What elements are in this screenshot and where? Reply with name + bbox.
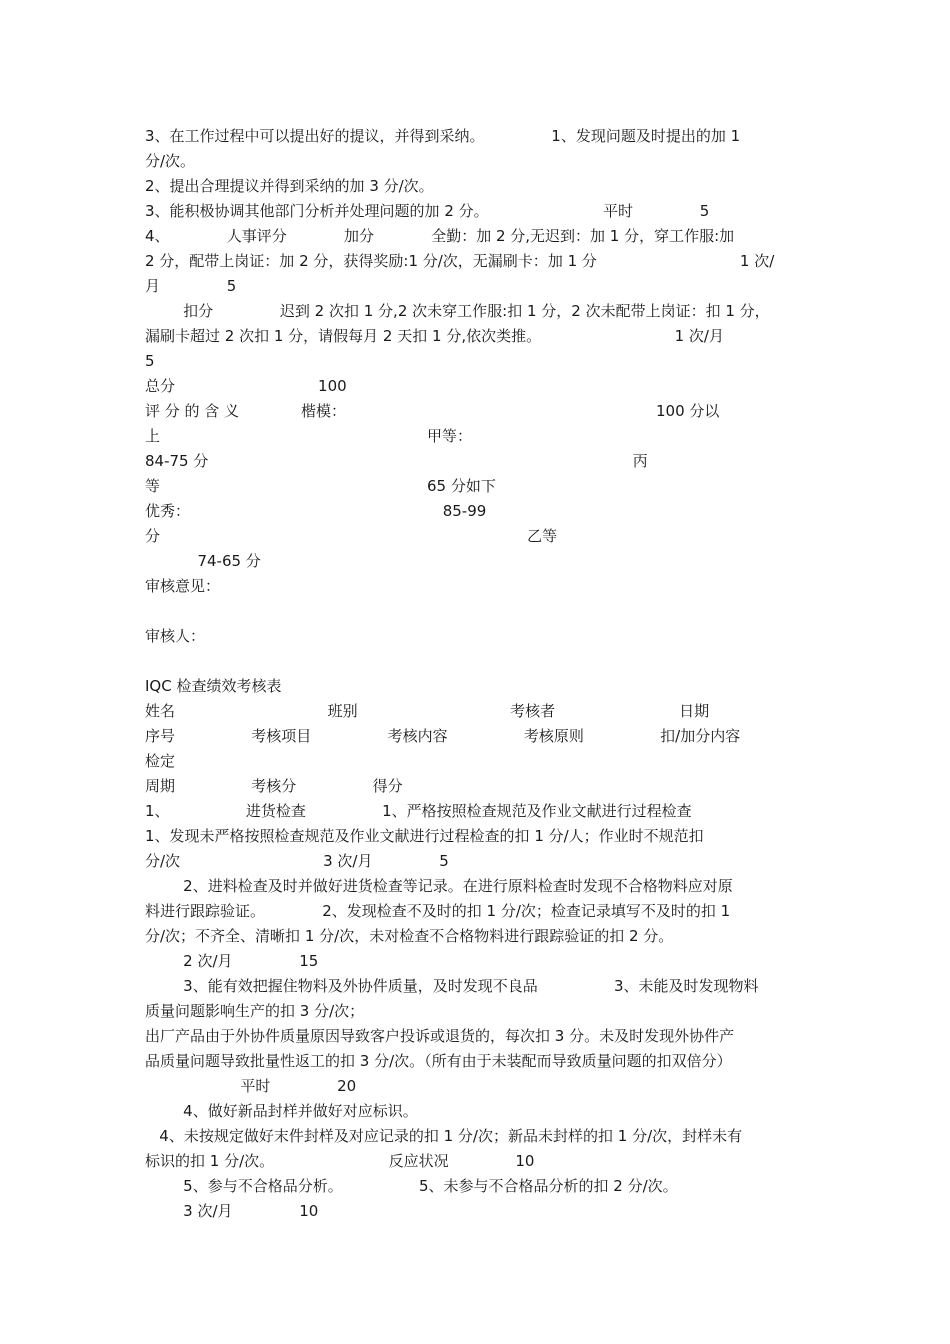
text-line: 分/次；不齐全、清晰扣 1 分/次，未对检查不合格物料进行跟踪验证的扣 2 分。 [145,927,674,945]
text-line: 3、能积极协调其他部门分析并处理问题的加 2 分。 平时 5 [145,202,710,220]
text-line: 扣分 迟到 2 次扣 1 分,2 次未穿工作服:扣 1 分，2 次未配带上岗证：扣 1 分， [145,302,770,320]
text-line: 姓名 班别 考核者 日期 [145,702,710,720]
text-line: 1、发现未严格按照检查规范及作业文献进行过程检查的扣 1 分/人；作业时不规范扣 [145,827,704,845]
text-line: 标识的扣 1 分/次。 反应状况 10 [145,1152,535,1170]
text-line: 平时 20 [145,1077,357,1095]
text-line: 分/次。 [145,152,196,170]
text-line: 检定 [145,752,176,770]
text-line: 2、进料检查及时并做好进货检查等记录。在进行原料检查时发现不合格物料应对原 [145,877,733,895]
text-line: 84-75 分 丙 [145,452,648,470]
text-line: 序号 考核项目 考核内容 考核原则 扣/加分内容 [145,727,741,745]
text-line: 漏刷卡超过 2 次扣 1 分，请假每月 2 天扣 1 分,依次类推。 1 次/月 [145,327,724,345]
text-line: 3、在工作过程中可以提出好的提议，并得到采纳。 1、发现问题及时提出的加 1 [145,127,741,145]
text-line: 上 甲等： [145,427,473,445]
text-line: 5 [145,352,155,370]
text-line: 审核人： [145,627,206,645]
text-line: 1、 进货检查 1、严格按照检查规范及作业文献进行过程检查 [145,802,692,820]
text-line: 质量问题影响生产的扣 3 分/次； [145,1002,365,1020]
text-line: 料进行跟踪验证。 2、发现检查不及时的扣 1 分/次；检查记录填写不及时的扣 1 [145,902,731,920]
section-title: IQC 检查绩效考核表 [145,677,282,695]
text-line: 2 次/月 15 [145,952,319,970]
text-line: 评 分 的 含 义 楷模： 100 分以 [145,402,720,420]
text-line: 4、做好新品封样并做好对应标识。 [145,1102,418,1120]
text-line: 周期 考核分 得分 [145,777,403,795]
text-line: 总分 100 [145,377,347,395]
text-line: 3 次/月 10 [145,1202,319,1220]
text-line: 分/次 3 次/月 5 [145,852,449,870]
text-line: 品质量问题导致批量性返工的扣 3 分/次。（所有由于未装配而导致质量问题的扣双倍分） [145,1052,732,1070]
text-line: 2 分，配带上岗证：加 2 分，获得奖励:1 分/次，无漏刷卡：加 1 分 1 次/ [145,252,775,270]
text-line: 出厂产品由于外协件质量原因导致客户投诉或退货的，每次扣 3 分。未及时发现外协件产 [145,1027,735,1045]
text-line: 4、 人事评分 加分 全勤：加 2 分,无迟到：加 1 分，穿工作服:加 [145,227,735,245]
text-line: 5、参与不合格品分析。 5、未参与不合格品分析的扣 2 分/次。 [145,1177,678,1195]
text-line: 74-65 分 [145,552,261,570]
text-line: 3、能有效把握住物料及外协件质量，及时发现不良品 3、未能及时发现物料 [145,977,759,995]
text-line: 优秀： 85-99 [145,502,487,520]
text-line: 审核意见： [145,577,221,595]
text-line: 等 65 分如下 [145,477,496,495]
text-line: 2、提出合理提议并得到采纳的加 3 分/次。 [145,177,434,195]
text-line: 月 5 [145,277,237,295]
text-line: 分 乙等 [145,527,558,545]
text-line: 4、未按规定做好末件封样及对应记录的扣 1 分/次；新品未封样的扣 1 分/次，封样未有 [145,1127,743,1145]
